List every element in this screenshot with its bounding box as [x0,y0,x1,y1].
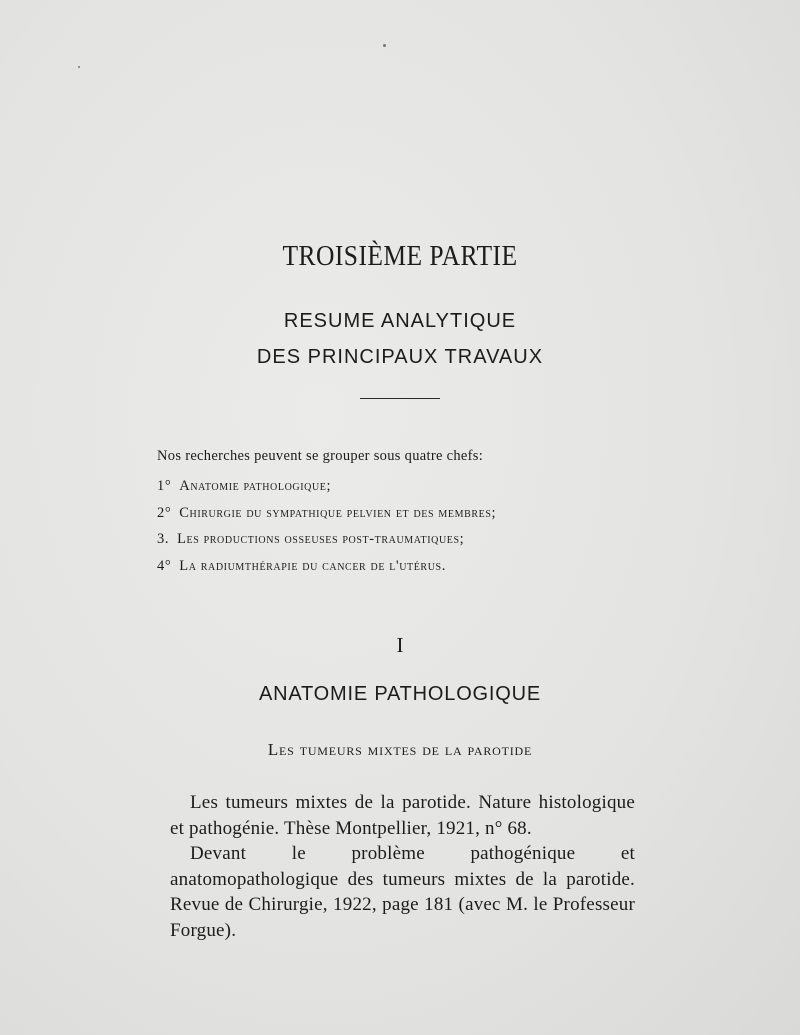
chef-item [157,505,496,532]
chef-number: 3. [157,531,170,547]
chef-number: 1° [157,478,172,494]
divider-rule [360,398,440,399]
part-title: TROISIÈME PARTIE [282,240,518,272]
paragraph: Les tumeurs mixtes de la parotide. Nature histologique et pathogénie. Thèse Montpellier, 1921, n° 68. [170,792,635,839]
subtitle-line-1: RESUME ANALYTIQUE [283,310,517,332]
paragraph: Devant le problème pathogénique et anatomopathologique des tumeurs mixtes de la parotide. Revue de Chirurgie, 1922, page 181 (avec M. le Professeur Forgue). [170,843,635,941]
chef-item [157,558,496,585]
subsection-title: Les tumeurs mixtes de la parotide [267,740,533,759]
section-title: ANATOMIE PATHOLOGIQUE [258,683,542,705]
chef-text: Les productions osseuses post-traumatiques; [177,531,465,547]
intro-sentence: Nos recherches peuvent se grouper sous quatre chefs: [157,448,484,464]
section-number: I [396,633,404,657]
chef-number: 2° [157,504,172,521]
chef-list [157,478,496,584]
chef-text: Anatomie pathologique; [179,478,332,494]
body-text [170,790,635,943]
chef-item [157,478,496,505]
paper-speck [78,66,80,68]
chef-text: La radiumthérapie du cancer de l'utérus. [179,557,446,574]
chef-number: 4° [157,557,172,574]
chef-item [157,531,496,558]
chef-text: Chirurgie du sympathique pelvien et des membres; [179,504,497,521]
paper-speck [383,44,386,47]
subtitle-line-2: DES PRINCIPAUX TRAVAUX [256,346,544,368]
